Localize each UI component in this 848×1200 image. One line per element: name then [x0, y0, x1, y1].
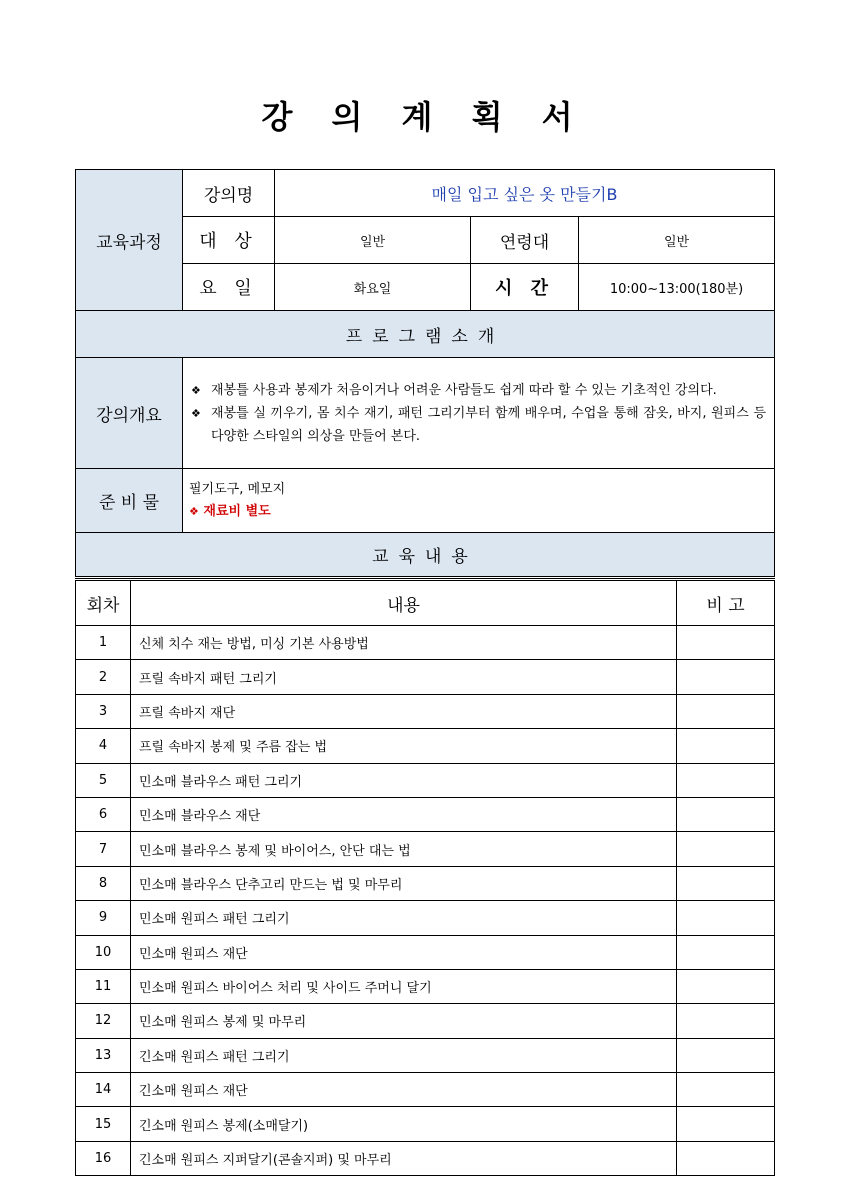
session-note: [677, 1073, 775, 1107]
session-number: 9: [76, 901, 131, 935]
session-number: 14: [76, 1073, 131, 1107]
session-content: 민소매 블라우스 봉제 및 바이어스, 안단 대는 법: [131, 832, 677, 866]
session-row: [76, 935, 775, 969]
session-number: 5: [76, 763, 131, 797]
session-note: [677, 626, 775, 660]
session-note: [677, 1141, 775, 1175]
time-label: 시 간: [471, 264, 579, 311]
session-note: [677, 797, 775, 831]
session-row: [76, 1141, 775, 1175]
course-name-label: 강의명: [183, 170, 275, 217]
session-row: [76, 763, 775, 797]
session-number: 12: [76, 1004, 131, 1038]
session-content: 민소매 블라우스 재단: [131, 797, 677, 831]
header-session-no: 회차: [76, 580, 131, 626]
session-note: [677, 969, 775, 1003]
session-row: [76, 1073, 775, 1107]
session-note: [677, 1004, 775, 1038]
diamond-bullet-icon: ❖: [191, 406, 201, 420]
session-number: 1: [76, 626, 131, 660]
session-row: [76, 660, 775, 694]
session-number: 6: [76, 797, 131, 831]
session-number: 3: [76, 694, 131, 728]
session-content: 긴소매 원피스 지퍼달기(콘솔지퍼) 및 마무리: [131, 1141, 677, 1175]
session-content: 민소매 블라우스 단추고리 만드는 법 및 마무리: [131, 866, 677, 900]
session-content: 프릴 속바지 패턴 그리기: [131, 660, 677, 694]
session-row: [76, 866, 775, 900]
program-intro-header: 프로그램소개: [76, 311, 775, 358]
session-content: 민소매 원피스 바이어스 처리 및 사이드 주머니 달기: [131, 969, 677, 1003]
session-note: [677, 694, 775, 728]
session-note: [677, 1038, 775, 1072]
overview-item-text: 재봉틀 사용과 봉제가 처음이거나 어려운 사람들도 쉽게 따라 할 수 있는 기초적인 강의다.: [211, 382, 717, 398]
session-note: [677, 935, 775, 969]
session-content: 신체 치수 재는 방법, 미싱 기본 사용방법: [131, 626, 677, 660]
session-row: [76, 626, 775, 660]
session-number: 4: [76, 729, 131, 763]
course-name-value: 매일 입고 싶은 옷 만들기B: [275, 170, 775, 217]
age-value: 일반: [579, 217, 775, 264]
session-row: [76, 969, 775, 1003]
overview-item-text: 재봉틀 실 끼우기, 몸 치수 재기, 패턴 그리기부터 함께 배우며, 수업을 통해 잠옷, 바지, 원피스 등 다양한 스타일의 의상을 만들어 본다.: [211, 405, 766, 444]
overview-content: [183, 358, 775, 469]
session-content: 프릴 속바지 봉제 및 주름 잡는 법: [131, 729, 677, 763]
session-row: [76, 832, 775, 866]
session-row: [76, 1004, 775, 1038]
session-note: [677, 729, 775, 763]
session-number: 10: [76, 935, 131, 969]
time-value: 10:00~13:00(180분): [579, 264, 775, 311]
session-row: [76, 694, 775, 728]
session-note: [677, 901, 775, 935]
section-label-curriculum: 교육과정: [76, 170, 183, 311]
session-content: 민소매 원피스 재단: [131, 935, 677, 969]
age-label: 연령대: [471, 217, 579, 264]
header-content: 내용: [131, 580, 677, 626]
supplies-content: [183, 469, 775, 533]
page-title: 강 의 계 획 서: [261, 98, 587, 136]
session-row: [76, 1038, 775, 1072]
session-note: [677, 1107, 775, 1141]
session-number: 8: [76, 866, 131, 900]
session-content: 민소매 원피스 봉제 및 마무리: [131, 1004, 677, 1038]
session-note: [677, 866, 775, 900]
session-table: [75, 578, 775, 1176]
overview-item: [191, 402, 766, 448]
session-content: 긴소매 원피스 봉제(소매달기): [131, 1107, 677, 1141]
day-label: 요 일: [183, 264, 275, 311]
session-row: [76, 729, 775, 763]
material-fee-note: [189, 501, 768, 523]
diamond-bullet-icon: ❖: [191, 383, 201, 397]
material-fee-text: 재료비 별도: [203, 503, 271, 519]
overview-item: [191, 379, 766, 402]
session-number: 13: [76, 1038, 131, 1072]
session-note: [677, 763, 775, 797]
supplies-line: 필기도구, 메모지: [189, 481, 286, 497]
session-note: [677, 660, 775, 694]
course-info-table: [75, 169, 775, 577]
session-number: 16: [76, 1141, 131, 1175]
overview-label: 강의개요: [76, 358, 183, 469]
session-content: 민소매 원피스 패턴 그리기: [131, 901, 677, 935]
target-value: 일반: [275, 217, 471, 264]
supplies-label: 준 비 물: [76, 469, 183, 533]
session-content: 긴소매 원피스 패턴 그리기: [131, 1038, 677, 1072]
target-label: 대 상: [183, 217, 275, 264]
session-number: 2: [76, 660, 131, 694]
session-content: 민소매 블라우스 패턴 그리기: [131, 763, 677, 797]
session-number: 15: [76, 1107, 131, 1141]
session-content: 프릴 속바지 재단: [131, 694, 677, 728]
session-row: [76, 1107, 775, 1141]
session-note: [677, 832, 775, 866]
session-number: 11: [76, 969, 131, 1003]
session-row: [76, 901, 775, 935]
session-row: [76, 797, 775, 831]
day-value: 화요일: [275, 264, 471, 311]
diamond-bullet-icon: ❖: [189, 504, 199, 518]
session-number: 7: [76, 832, 131, 866]
education-content-header: 교육내용: [76, 533, 775, 577]
header-note: 비 고: [677, 580, 775, 626]
session-content: 긴소매 원피스 재단: [131, 1073, 677, 1107]
